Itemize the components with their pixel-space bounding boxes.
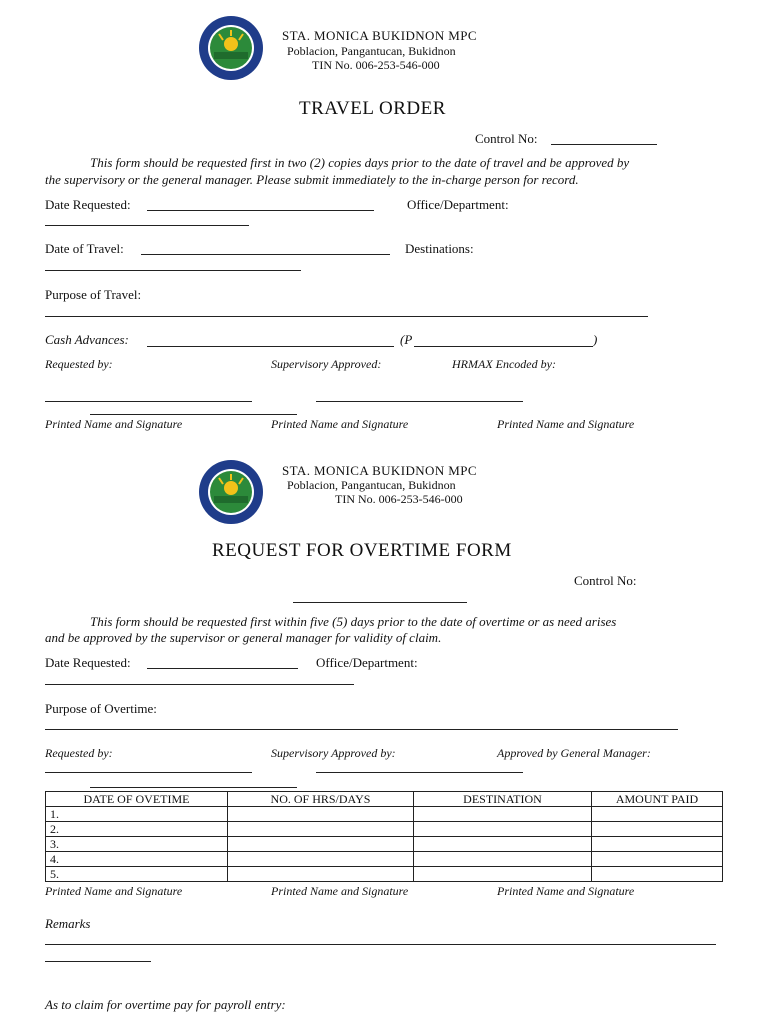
table-cell[interactable]	[414, 837, 592, 852]
table-row	[46, 822, 723, 837]
table-cell[interactable]	[228, 822, 414, 837]
table-header-row	[46, 792, 723, 807]
table-row	[46, 807, 723, 822]
col-date: DATE OF OVETIME	[46, 792, 228, 807]
overtime-sig-caption-2: Printed Name and Signature	[271, 884, 409, 898]
travel-cash-close: )	[593, 332, 598, 347]
travel-cash-p: (P	[400, 332, 413, 347]
remarks-label: Remarks	[45, 916, 91, 931]
org-tin: TIN No. 006-253-546-000	[312, 58, 440, 72]
table-cell[interactable]	[414, 852, 592, 867]
travel-hrmax-label: HRMAX Encoded by:	[452, 357, 556, 371]
coop-logo	[197, 14, 265, 82]
claim-label: As to claim for overtime pay for payroll entry:	[45, 997, 286, 1012]
travel-cash-field[interactable]	[147, 346, 394, 347]
table-cell[interactable]	[228, 867, 414, 882]
row-number[interactable]: 1.	[46, 807, 228, 822]
remarks-field-line2[interactable]	[45, 961, 151, 962]
travel-purpose-label: Purpose of Travel:	[45, 287, 142, 302]
org-name: STA. MONICA BUKIDNON MPC	[282, 463, 477, 478]
travel-date-field[interactable]	[141, 254, 390, 255]
overtime-supervisory-sign-line[interactable]	[316, 772, 523, 773]
table-cell[interactable]	[592, 867, 723, 882]
org-address: Poblacion, Pangantucan, Bukidnon	[287, 44, 456, 58]
row-number[interactable]: 4.	[46, 852, 228, 867]
table-cell[interactable]	[414, 807, 592, 822]
overtime-control-field[interactable]	[293, 602, 467, 603]
travel-date-requested-field[interactable]	[147, 210, 374, 211]
row-number[interactable]: 5.	[46, 867, 228, 882]
travel-purpose-field[interactable]	[45, 316, 648, 317]
table-cell[interactable]	[592, 822, 723, 837]
overtime-sig-caption-1: Printed Name and Signature	[45, 884, 183, 898]
travel-cash-label: Cash Advances:	[45, 332, 129, 347]
table-cell[interactable]	[592, 837, 723, 852]
table-row	[46, 852, 723, 867]
overtime-intro-line1: This form should be requested first within five (5) days prior to the date of overtime or as need arises	[90, 614, 617, 629]
overtime-title: REQUEST FOR OVERTIME FORM	[212, 540, 512, 561]
travel-sig-caption-2: Printed Name and Signature	[271, 417, 409, 431]
overtime-office-field[interactable]	[45, 684, 354, 685]
travel-office-label: Office/Department:	[407, 197, 509, 212]
travel-order-title: TRAVEL ORDER	[299, 98, 446, 119]
col-amount: AMOUNT PAID	[592, 792, 723, 807]
row-number[interactable]: 3.	[46, 837, 228, 852]
travel-cash-amount-field[interactable]	[414, 346, 593, 347]
travel-requested-sign-line[interactable]	[45, 401, 252, 402]
travel-destinations-label: Destinations:	[405, 241, 474, 256]
overtime-requested-by-label: Requested by:	[45, 746, 113, 760]
travel-intro-line2: the supervisory or the general manager. Please submit immediately to the in-charge person for record.	[45, 172, 579, 187]
org-name: STA. MONICA BUKIDNON MPC	[282, 28, 477, 43]
table-cell[interactable]	[592, 807, 723, 822]
overtime-gm-sign-line[interactable]	[90, 787, 297, 788]
overtime-intro-line2: and be approved by the supervisor or general manager for validity of claim.	[45, 630, 442, 645]
table-cell[interactable]	[228, 807, 414, 822]
table-row	[46, 837, 723, 852]
overtime-supervisory-label: Supervisory Approved by:	[271, 746, 396, 760]
travel-requested-by-label: Requested by:	[45, 357, 113, 371]
travel-hrmax-sign-line[interactable]	[90, 414, 297, 415]
table-cell[interactable]	[414, 822, 592, 837]
travel-supervisory-label: Supervisory Approved:	[271, 357, 382, 371]
travel-supervisory-sign-line[interactable]	[316, 401, 523, 402]
row-number[interactable]: 2.	[46, 822, 228, 837]
travel-control-field[interactable]	[551, 144, 657, 145]
travel-control-label: Control No:	[475, 131, 538, 146]
remarks-field-line1[interactable]	[45, 944, 716, 945]
travel-sig-caption-1: Printed Name and Signature	[45, 417, 183, 431]
travel-date-requested-label: Date Requested:	[45, 197, 131, 212]
overtime-control-label: Control No:	[574, 573, 637, 588]
col-hours: NO. OF HRS/DAYS	[228, 792, 414, 807]
org-address: Poblacion, Pangantucan, Bukidnon	[287, 478, 456, 492]
travel-sig-caption-3: Printed Name and Signature	[497, 417, 635, 431]
travel-destinations-field[interactable]	[45, 270, 301, 271]
travel-date-label: Date of Travel:	[45, 241, 124, 256]
table-cell[interactable]	[228, 837, 414, 852]
overtime-purpose-field[interactable]	[45, 729, 678, 730]
org-tin: TIN No. 006-253-546-000	[335, 492, 463, 506]
overtime-requested-sign-line[interactable]	[45, 772, 252, 773]
overtime-date-requested-label: Date Requested:	[45, 655, 131, 670]
overtime-gm-label: Approved by General Manager:	[497, 746, 651, 760]
travel-office-field[interactable]	[45, 225, 249, 226]
coop-logo	[197, 458, 265, 526]
table-cell[interactable]	[592, 852, 723, 867]
overtime-office-label: Office/Department:	[316, 655, 418, 670]
overtime-date-requested-field[interactable]	[147, 668, 298, 669]
table-cell[interactable]	[414, 867, 592, 882]
table-row	[46, 867, 723, 882]
overtime-sig-caption-3: Printed Name and Signature	[497, 884, 635, 898]
col-destination: DESTINATION	[414, 792, 592, 807]
overtime-table	[45, 791, 723, 882]
table-cell[interactable]	[228, 852, 414, 867]
travel-intro-line1: This form should be requested first in two (2) copies days prior to the date of travel and be approved by	[90, 155, 630, 170]
overtime-purpose-label: Purpose of Overtime:	[45, 701, 157, 716]
